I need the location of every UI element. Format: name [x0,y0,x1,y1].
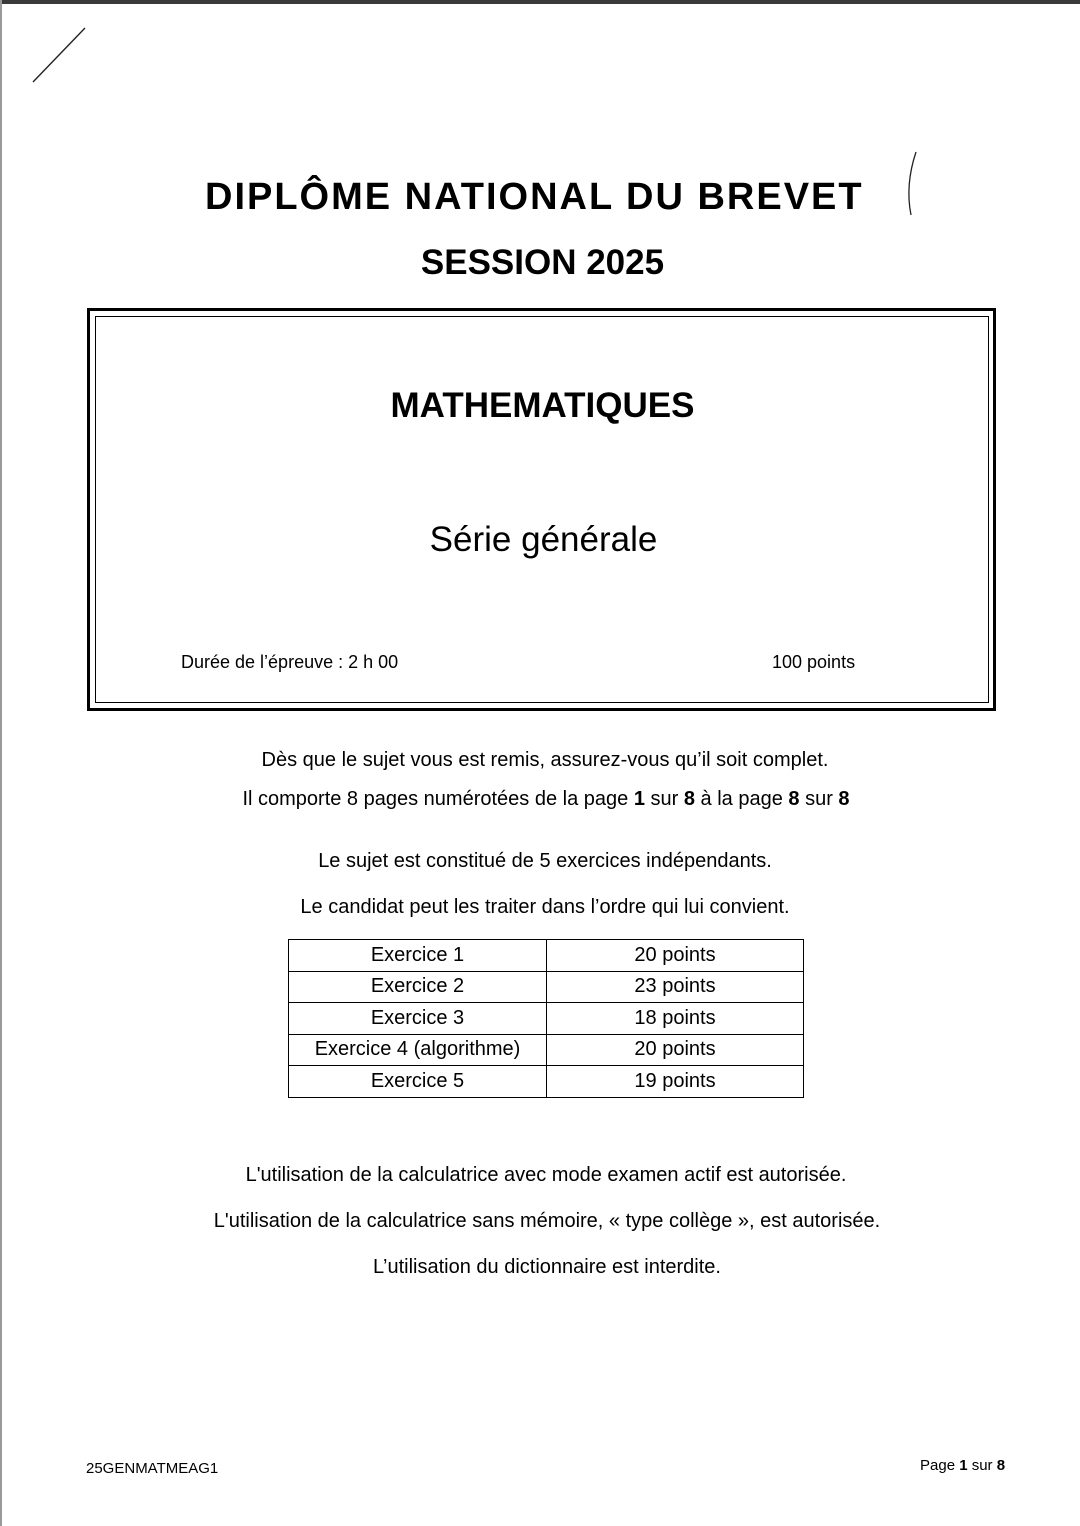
intro-line-2-text: Il comporte 8 pages numérotées de la page [242,788,634,810]
exercise-points-cell: 23 points [547,971,804,1003]
exercise-points-cell: 20 points [547,1034,804,1066]
subject-code: 25GENMATMEAG1 [86,1460,219,1477]
exercise-name-cell: Exercice 5 [289,1066,547,1098]
exam-duration: Durée de l’épreuve : 2 h 00 [181,652,399,672]
exercise-points-cell: 18 points [547,1003,804,1035]
intro-line-1: Dès que le sujet vous est remis, assurez-vous qu’il soit complet. [261,749,829,771]
intro-line-2-sur-1: sur [644,788,684,810]
exercise-points-table [288,939,804,1098]
rule-calculator-exam-mode: L'utilisation de la calculatrice avec mode examen actif est autorisée. [245,1164,847,1186]
intro-line-2-bold-4: 8 [838,788,850,810]
table-row [289,1034,804,1066]
serie-label: Série générale [429,520,658,559]
exercise-points-cell: 19 points [547,1066,804,1098]
rule-calculator-college: L'utilisation de la calculatrice sans mémoire, « type collège », est autorisée. [213,1210,881,1232]
intro-line-2 [0,788,1080,811]
exercise-points-cell: 20 points [547,940,804,972]
intro-line-3: Le sujet est constitué de 5 exercices indépendants. [318,850,772,872]
page-number [920,1457,1005,1474]
table-row [289,1066,804,1098]
intro-line-2-sur-2: sur [799,788,839,810]
total-points: 100 points [772,652,856,672]
table-row [289,1003,804,1035]
exercise-name-cell: Exercice 3 [289,1003,547,1035]
subject-box-inner-frame [95,316,989,703]
page-sep: sur [967,1457,997,1474]
intro-line-2-bold-2: 8 [683,788,695,810]
page-label: Page [920,1457,960,1474]
exercise-name-cell: Exercice 1 [289,940,547,972]
exercise-name-cell: Exercice 4 (algorithme) [289,1034,547,1066]
rule-dictionary: L’utilisation du dictionnaire est interdite. [373,1256,721,1278]
page-total: 8 [996,1457,1006,1474]
exercise-name-cell: Exercice 2 [289,971,547,1003]
page-current: 1 [959,1457,968,1474]
session-title: SESSION 2025 [420,243,665,282]
intro-line-2-bold-1: 1 [633,788,645,810]
intro-line-2-mid: à la page [694,788,789,810]
subject-title: MATHEMATIQUES [390,386,695,425]
table-row [289,971,804,1003]
intro-line-2-bold-3: 8 [788,788,800,810]
exam-title: DIPLÔME NATIONAL DU BREVET [205,176,864,218]
table-row [289,940,804,972]
intro-line-4: Le candidat peut les traiter dans l’ordre qui lui convient. [300,896,790,918]
